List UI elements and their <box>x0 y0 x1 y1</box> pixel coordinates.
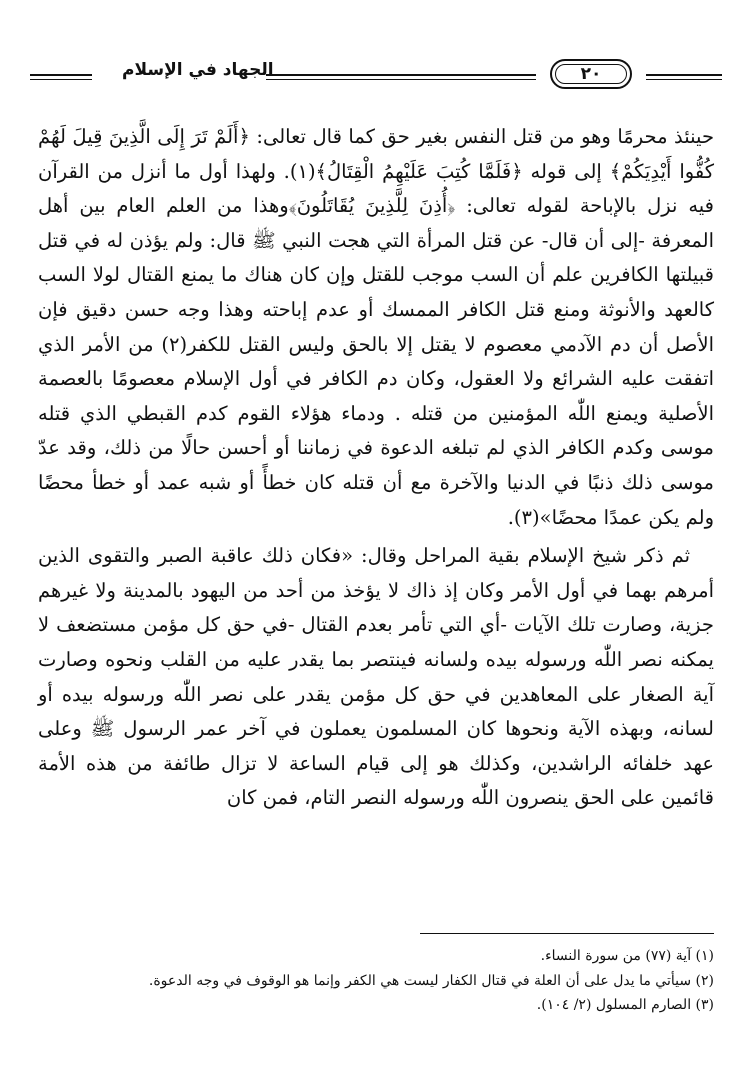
footnotes <box>38 944 714 1018</box>
footnote: (٣) الصارم المسلول (٢/ ١٠٤). <box>536 997 714 1014</box>
footnote: (٢) سيأتي ما يدل على أن العلة في قتال الكفار ليست هي الكفر وإنما هو الوقوف في وجه الدعوة. <box>148 972 714 989</box>
header-rule-right <box>646 74 722 76</box>
header-rule-left <box>30 74 92 76</box>
header-rule-middle <box>266 74 536 76</box>
page-number: ٢٠ <box>580 64 602 84</box>
paragraph: حينئذ محرمًا وهو من قتل النفس بغير حق كما قال تعالى: ﴿أَلَمْ تَرَ إِلَى الَّذِينَ قِيلَ لَهُمْ كُفُّوا أَيْدِيَكُمْ﴾ إلى قوله ﴿فَلَمَّا كُتِبَ عَلَيْهِمُ الْقِتَالُ﴾(١). ولهذا أول ما أنزل من القرآن فيه نزل بالإباحة لقوله تعالى: ﴿أُذِنَ لِلَّذِينَ يُقَاتَلُونَ﴾وهذا من العلم العام بين أهل المعرفة -إلى أن قال- عن قتل المرأة التي هجت النبي ﷺ قال: ولم يؤذن له في قتل قبيلتها الكافرين علم أن السب موجب للقتل وإن كان هناك ما يمنع القتال لولا السب كالعهد والأنوثة ومنع قتل الكافر الممسك أو عدم إباحته وهذا وجه حسن دقيق فإن الأصل أن دم الآدمي معصوم لا يقتل إلا بالحق وليس القتل للكفر(٢) من الأمر الذي اتفقت عليه الشرائع ولا العقول، وكان دم الكافر في أول الإسلام معصومًا بالعصمة الأصلية ويمنع اللّٰه المؤمنين من قتله . ودماء هؤلاء القوم كدم القبطي الذي قتله موسى وكدم الكافر الذي لم تبلغه الدعوة في زماننا أو أحسن حالًا من ذلك، وقد عدّ موسى ذلك ذنبًا في الدنيا والآخرة مع أن قتله كان خطأً أو شبه عمد أو خطأ محضًا ولم يكن عمدًا محضًا»(٣). <box>38 125 715 529</box>
page-header <box>30 56 722 96</box>
paragraph: ثم ذكر شيخ الإسلام بقية المراحل وقال: «فكان ذلك عاقبة الصبر والتقوى الذين أمرهم بهما في أول الأمر وكان إذ ذاك لا يؤخذ من أحد من اليهود بالمدينة ولا غيرهم جزية، وصارت تلك الآيات -أي التي تأمر بعدم القتال -في حق كل مؤمن مستضعف لا يمكنه نصر اللّٰه ورسوله بيده ولسانه فينتصر بما يقدر عليه من القلب ونحوه وصارت آية الصغار على المعاهدين في حق كل مؤمن يقدر على نصر اللّٰه ورسوله بيده أو لسانه، وبهذه الآية ونحوها كان المسلمون يعملون في آخر عمر الرسول ﷺ وعلى عهد خلفائه الراشدين، وكذلك هو إلى قيام الساعة لا تزال طائفة من هذه الأمة قائمين على الحق ينصرون اللّٰه ورسوله النصر التام، فمن كان <box>38 544 714 810</box>
footnote: (١) آية (٧٧) من سورة النساء. <box>540 948 714 964</box>
running-title: الجهاد في الإسلام <box>122 60 274 80</box>
main-text <box>38 120 714 816</box>
footnote-separator <box>420 933 714 934</box>
page-number-frame <box>550 59 632 89</box>
